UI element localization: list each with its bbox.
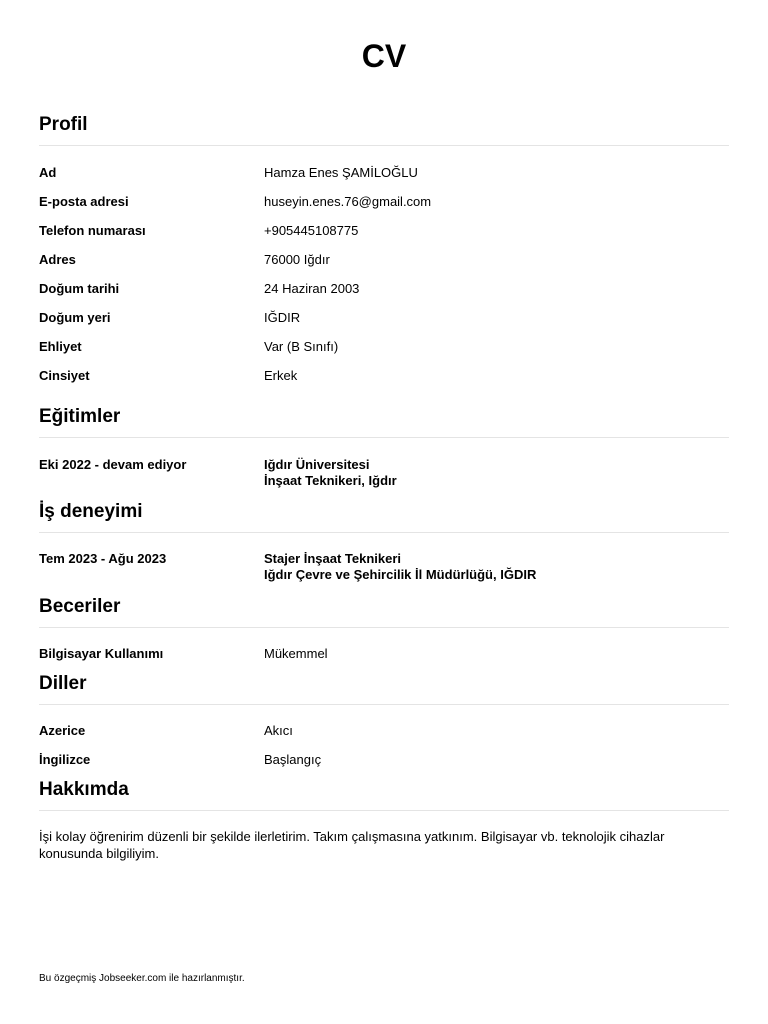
languages-heading: Diller <box>39 673 729 705</box>
row-value: Erkek <box>264 368 298 383</box>
language-level: Akıcı <box>264 723 293 738</box>
row-label: Ad <box>39 165 57 180</box>
experience-heading: İş deneyimi <box>39 501 729 533</box>
about-heading: Hakkımda <box>39 779 729 811</box>
profile-row-license <box>39 339 729 368</box>
row-label: E-posta adresi <box>39 194 129 209</box>
education-section <box>39 406 729 495</box>
education-item <box>39 457 729 495</box>
education-details <box>264 457 397 489</box>
education-period: Eki 2022 - devam ediyor <box>39 457 187 472</box>
row-value: 76000 Iğdır <box>264 252 330 267</box>
row-label: Doğum tarihi <box>39 281 120 296</box>
experience-details <box>264 551 536 583</box>
education-school: Iğdır Üniversitesi <box>264 457 370 472</box>
education-program: İnşaat Teknikeri, Iğdır <box>264 473 397 488</box>
skill-row <box>39 646 729 675</box>
profile-row-birthplace <box>39 310 729 339</box>
profile-row-address <box>39 252 729 281</box>
language-row <box>39 723 729 752</box>
skill-name: Bilgisayar Kullanımı <box>39 646 164 661</box>
row-value: +905445108775 <box>264 223 359 238</box>
row-label: Doğum yeri <box>39 310 111 325</box>
row-value: Hamza Enes ŞAMİLOĞLU <box>264 165 418 180</box>
skills-section <box>39 596 729 675</box>
experience-item <box>39 551 729 589</box>
education-heading: Eğitimler <box>39 406 729 438</box>
profile-row-email <box>39 194 729 223</box>
about-section <box>39 779 729 862</box>
row-value: Var (B Sınıfı) <box>264 339 339 354</box>
profile-row-name <box>39 165 729 194</box>
experience-period: Tem 2023 - Ağu 2023 <box>39 551 167 566</box>
row-value: IĞDIR <box>264 310 301 325</box>
row-label: Telefon numarası <box>39 223 146 238</box>
row-value: 24 Haziran 2003 <box>264 281 360 296</box>
language-name: Azerice <box>39 723 86 738</box>
experience-employer: Iğdır Çevre ve Şehircilik İl Müdürlüğü, IĞDIR <box>264 567 537 582</box>
row-label: Cinsiyet <box>39 368 90 383</box>
row-label: Adres <box>39 252 76 267</box>
experience-section <box>39 501 729 589</box>
footer-note: Bu özgeçmiş Jobseeker.com ile hazırlanmıştır. <box>39 973 245 984</box>
languages-section <box>39 673 729 781</box>
profile-section <box>39 114 729 397</box>
skill-level: Mükemmel <box>264 646 328 661</box>
skills-heading: Beceriler <box>39 596 729 628</box>
about-text: İşi kolay öğrenirim düzenli bir şekilde ilerletirim. Takım çalışmasına yatkınım. Bilgisayar vb. teknolojik cihazlar konusunda bilgiliyim. <box>39 829 665 861</box>
language-name: İngilizce <box>39 752 91 767</box>
experience-position: Stajer İnşaat Teknikeri <box>264 551 402 566</box>
profile-row-phone <box>39 223 729 252</box>
profile-heading: Profil <box>39 114 729 146</box>
document-title: CV <box>361 38 407 74</box>
language-level: Başlangıç <box>264 752 322 767</box>
row-label: Ehliyet <box>39 339 82 354</box>
profile-row-birthdate <box>39 281 729 310</box>
row-value: huseyin.enes.76@gmail.com <box>264 194 432 209</box>
language-row <box>39 752 729 781</box>
profile-row-gender <box>39 368 729 397</box>
